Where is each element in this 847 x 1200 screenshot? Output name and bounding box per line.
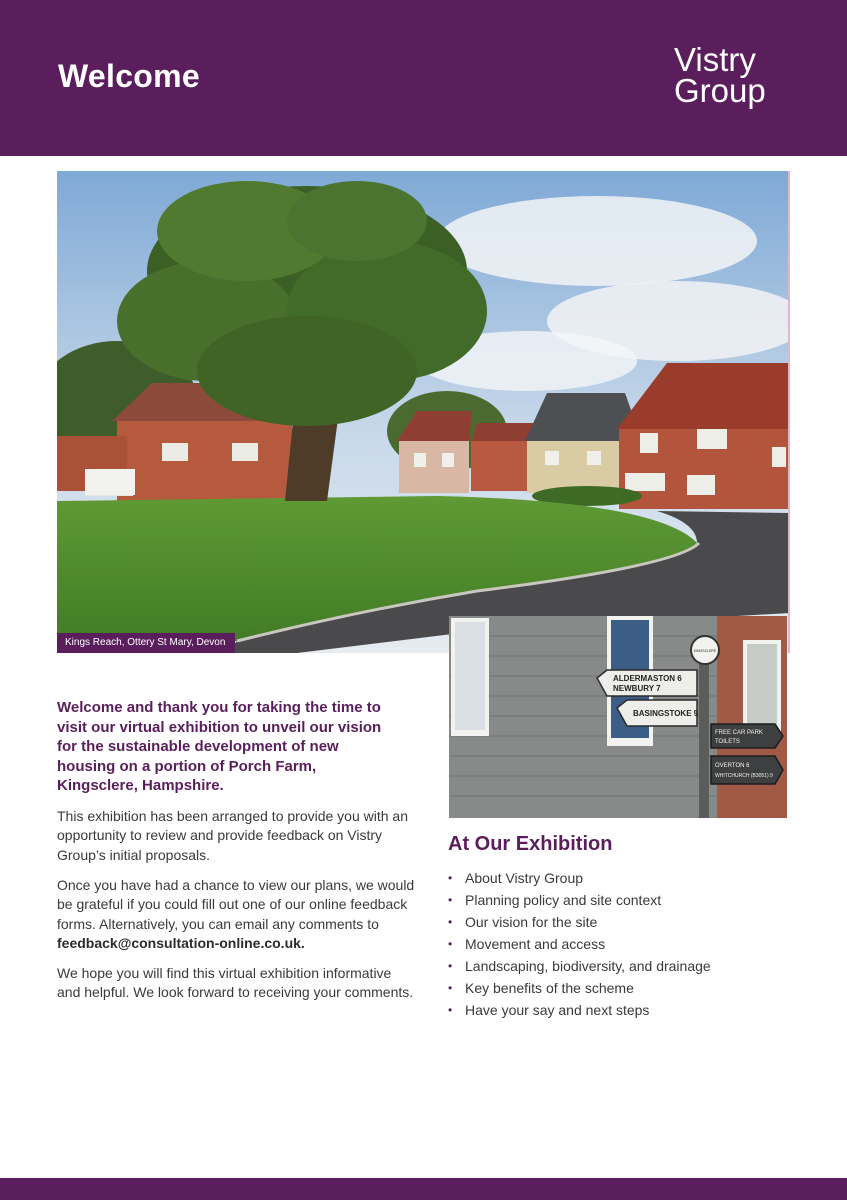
- page-header: [0, 0, 847, 156]
- list-item: [448, 1000, 711, 1022]
- page-title: Welcome: [58, 58, 201, 94]
- hero-photo: [57, 171, 790, 653]
- bullet-icon: •: [448, 937, 453, 951]
- sign-text-whitchurch: WHITCHURCH (B3051) 9: [715, 773, 773, 779]
- sign-text-kingsclere: KINGSCLERE: [693, 649, 717, 653]
- vistry-group-logo: [674, 41, 784, 109]
- body-paragraph-3: We hope you will find this virtual exhibition informative and helpful. We look forward to receiving your comments.: [57, 965, 414, 1001]
- bullet-icon: •: [448, 1003, 453, 1017]
- list-item-label: Key benefits of the scheme: [465, 980, 634, 996]
- body-paragraph-2-text: Once you have had a chance to view our plans, we would be grateful if you could fill out one of our online feedback forms. Alternatively, you can email any comments to: [57, 877, 415, 932]
- body-paragraph-2: [57, 876, 417, 954]
- bullet-icon: •: [448, 893, 453, 907]
- sign-text-basingstoke: BASINGSTOKE 9: [633, 709, 699, 718]
- bullet-icon: •: [448, 871, 453, 885]
- exhibition-title: At Our Exhibition: [448, 833, 613, 855]
- sign-text-aldermaston: ALDERMASTON 6: [613, 674, 682, 683]
- logo-line-2: Group: [674, 72, 766, 109]
- list-item: [448, 890, 711, 912]
- list-item: [448, 956, 711, 978]
- logo-line-1: Vistry: [674, 41, 756, 78]
- sign-text-toilets: TOILETS: [715, 739, 740, 745]
- exhibition-list: [448, 868, 711, 1022]
- list-item-label: Landscaping, biodiversity, and drainage: [465, 958, 711, 974]
- photo-caption: Kings Reach, Ottery St Mary, Devon: [57, 633, 235, 653]
- list-item-label: About Vistry Group: [465, 870, 584, 886]
- footer-bar: [0, 1178, 847, 1200]
- feedback-email: feedback@consultation-online.co.uk.: [57, 935, 305, 952]
- list-item: [448, 978, 711, 1000]
- signpost-photo: [449, 616, 787, 818]
- sign-text-newbury: NEWBURY 7: [613, 684, 661, 693]
- body-paragraph-1: This exhibition has been arranged to provide you with an opportunity to review and provide feedback on Vistry Group’s initial proposals.: [57, 808, 408, 863]
- sign-text-overton: OVERTON 6: [715, 763, 750, 769]
- list-item-label: Have your say and next steps: [465, 1002, 650, 1018]
- bullet-icon: •: [448, 959, 453, 973]
- list-item: [448, 912, 711, 934]
- list-item: [448, 868, 711, 890]
- bullet-icon: •: [448, 981, 453, 995]
- list-item-label: Our vision for the site: [465, 914, 598, 930]
- bullet-icon: •: [448, 915, 453, 929]
- intro-heading: Welcome and thank you for taking the time to visit our virtual exhibition to unveil our vision for the sustainable development of new housing on a portion of Porch Farm, Kingsclere, Hampshire.: [57, 699, 382, 794]
- list-item-label: Planning policy and site context: [465, 892, 662, 908]
- sign-text-car-park: FREE CAR PARK: [715, 730, 763, 736]
- list-item: [448, 934, 711, 956]
- list-item-label: Movement and access: [465, 936, 606, 952]
